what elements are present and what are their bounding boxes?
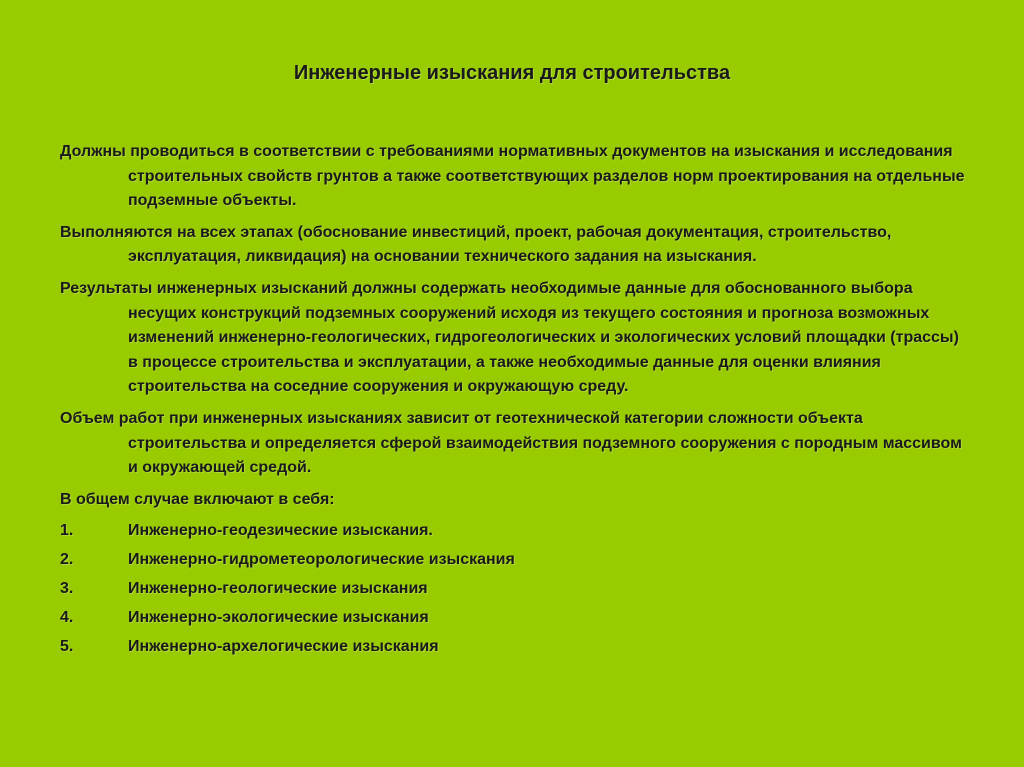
list-item-text: Инженерно-архелогические изыскания [128, 638, 439, 656]
list-item [60, 577, 970, 601]
paragraph-requirements: Должны проводиться в соответствии с требованиями нормативных документов на изыскания и исследования строительных свойств грунтов а также соответствующих разделов норм проектирования на отдельные подземные объекты. [60, 143, 965, 210]
list-item-number: 5. [60, 638, 74, 656]
paragraph-includes: В общем случае включают в себя: [60, 490, 335, 508]
list-item [60, 606, 970, 630]
list-item-text: Инженерно-гидрометеорологические изыскания [128, 551, 515, 569]
paragraph-scope: Объем работ при инженерных изысканиях зависит от геотехнической категории сложности объекта строительства и определяется сферой взаимодействия подземного сооружения с породным массивом и окружающей средой. [60, 409, 962, 477]
list-item-text: Инженерно-экологические изыскания [128, 609, 429, 627]
paragraph-stages: Выполняются на всех этапах (обоснование инвестиций, проект, рабочая документация, строительство, эксплуатация, ликвидация) на основании технического задания на изыскания. [60, 223, 892, 266]
slide-content [60, 140, 970, 664]
list-item-number: 1. [60, 522, 74, 540]
list-item-text: Инженерно-геологические изыскания [128, 580, 428, 598]
list-item [60, 519, 970, 543]
list-item-number: 4. [60, 609, 74, 627]
list-item-number: 2. [60, 551, 74, 569]
list-item [60, 548, 970, 572]
list-item-number: 3. [60, 580, 74, 598]
paragraph-results: Результаты инженерных изысканий должны содержать необходимые данные для обоснованного выбора несущих конструкций подземных сооружений исходя из текущего состояния и прогноза возможных изменений инженерно-геологических, гидрогеологических и экологических условий площадки (трассы) в процессе строительства и эксплуатации, а также необходимые данные для оценки влияния строительства на соседние сооружения и окружающую среду. [60, 279, 959, 396]
list-item-text: Инженерно-геодезические изыскания. [128, 522, 433, 540]
list-item [60, 635, 970, 659]
slide-title: Инженерные изыскания для строительства [293, 62, 731, 84]
survey-types-list [60, 519, 970, 659]
